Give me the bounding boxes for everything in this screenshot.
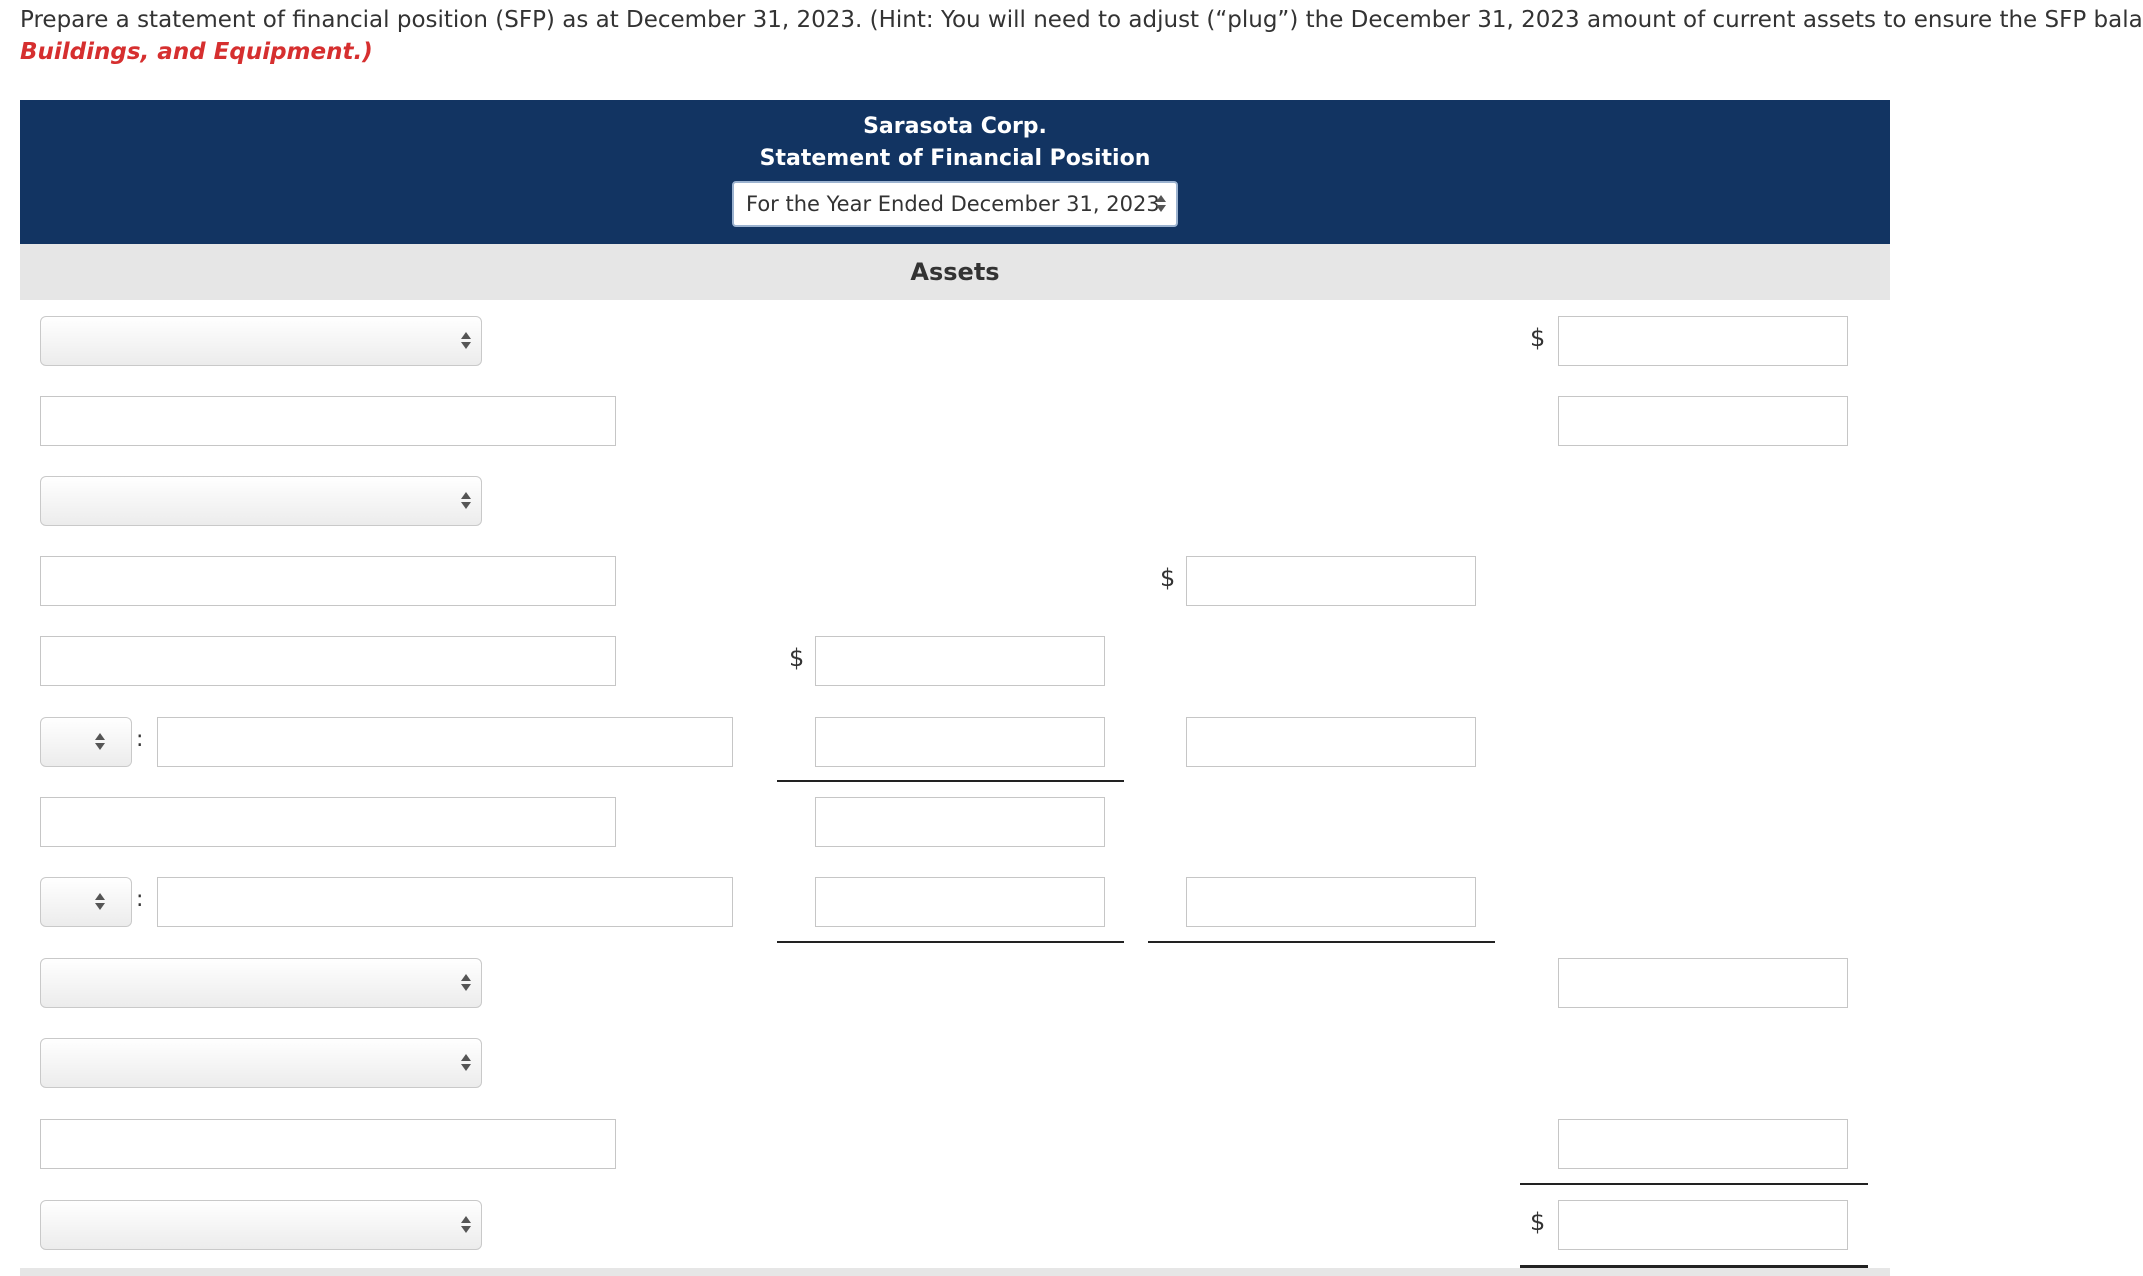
up-down-arrows-icon xyxy=(461,1054,471,1074)
up-down-arrows-icon xyxy=(461,332,471,352)
table-row xyxy=(0,1200,1910,1250)
company-name: Sarasota Corp. xyxy=(863,114,1047,139)
account-select[interactable] xyxy=(40,1038,482,1088)
instructions-line-1: Prepare a statement of financial position (SFP) as at December 31, 2023. (Hint: You will need to adjust (“plug”) the December 31, 2023 amount of current assets to ensure the SFP bala xyxy=(20,7,2143,33)
account-name-input[interactable] xyxy=(40,636,616,686)
amount-input[interactable] xyxy=(1186,877,1476,927)
underline xyxy=(777,780,1124,782)
table-row xyxy=(0,316,1910,366)
up-down-arrows-icon xyxy=(461,1216,471,1236)
table-row xyxy=(0,1038,1910,1088)
underline xyxy=(1148,941,1495,943)
account-select[interactable] xyxy=(40,1200,482,1250)
amount-input[interactable] xyxy=(815,636,1105,686)
period-select[interactable] xyxy=(732,181,1178,227)
up-down-arrows-icon xyxy=(95,893,105,913)
up-down-arrows-icon xyxy=(95,733,105,753)
instructions xyxy=(20,4,2143,68)
less-select[interactable] xyxy=(40,877,132,927)
period-select-value: For the Year Ended December 31, 2023 xyxy=(746,192,1160,216)
total-amount-input[interactable] xyxy=(1558,1200,1848,1250)
statement-header xyxy=(20,100,1890,244)
dollar-sign: $ xyxy=(1530,324,1546,352)
table-row xyxy=(0,797,1910,847)
instructions-line-2: Buildings, and Equipment.) xyxy=(20,39,373,65)
table-row xyxy=(0,958,1910,1008)
table-row xyxy=(0,1119,1910,1169)
account-select[interactable] xyxy=(40,316,482,366)
section-title: Assets xyxy=(20,244,1890,300)
section-bar-bottom xyxy=(20,1268,1890,1276)
account-name-input[interactable] xyxy=(157,877,733,927)
up-down-arrows-icon xyxy=(461,492,471,512)
underline xyxy=(1520,1183,1868,1185)
amount-input[interactable] xyxy=(1558,1119,1848,1169)
amount-input[interactable] xyxy=(1558,316,1848,366)
account-select[interactable] xyxy=(40,958,482,1008)
account-select[interactable] xyxy=(40,476,482,526)
dollar-sign: $ xyxy=(1160,564,1176,592)
statement-title: Statement of Financial Position xyxy=(759,146,1151,171)
table-row xyxy=(0,476,1910,526)
amount-input[interactable] xyxy=(1558,396,1848,446)
account-name-input[interactable] xyxy=(157,717,733,767)
up-down-arrows-icon xyxy=(1156,195,1166,215)
amount-input[interactable] xyxy=(815,797,1105,847)
amount-input[interactable] xyxy=(815,877,1105,927)
table-row xyxy=(0,556,1910,606)
underline xyxy=(777,941,1124,943)
up-down-arrows-icon xyxy=(461,974,471,994)
account-name-input[interactable] xyxy=(40,1119,616,1169)
account-name-input[interactable] xyxy=(40,797,616,847)
account-name-input[interactable] xyxy=(40,396,616,446)
less-select[interactable] xyxy=(40,717,132,767)
amount-input[interactable] xyxy=(1186,717,1476,767)
dollar-sign: $ xyxy=(789,644,805,672)
dollar-sign: $ xyxy=(1530,1208,1546,1236)
account-name-input[interactable] xyxy=(40,556,616,606)
amount-input[interactable] xyxy=(815,717,1105,767)
colon: : xyxy=(136,887,144,912)
table-row xyxy=(0,877,1910,927)
table-row xyxy=(0,396,1910,446)
amount-input[interactable] xyxy=(1558,958,1848,1008)
amount-input[interactable] xyxy=(1186,556,1476,606)
colon: : xyxy=(136,727,144,752)
table-row xyxy=(0,717,1910,767)
table-row xyxy=(0,636,1910,686)
